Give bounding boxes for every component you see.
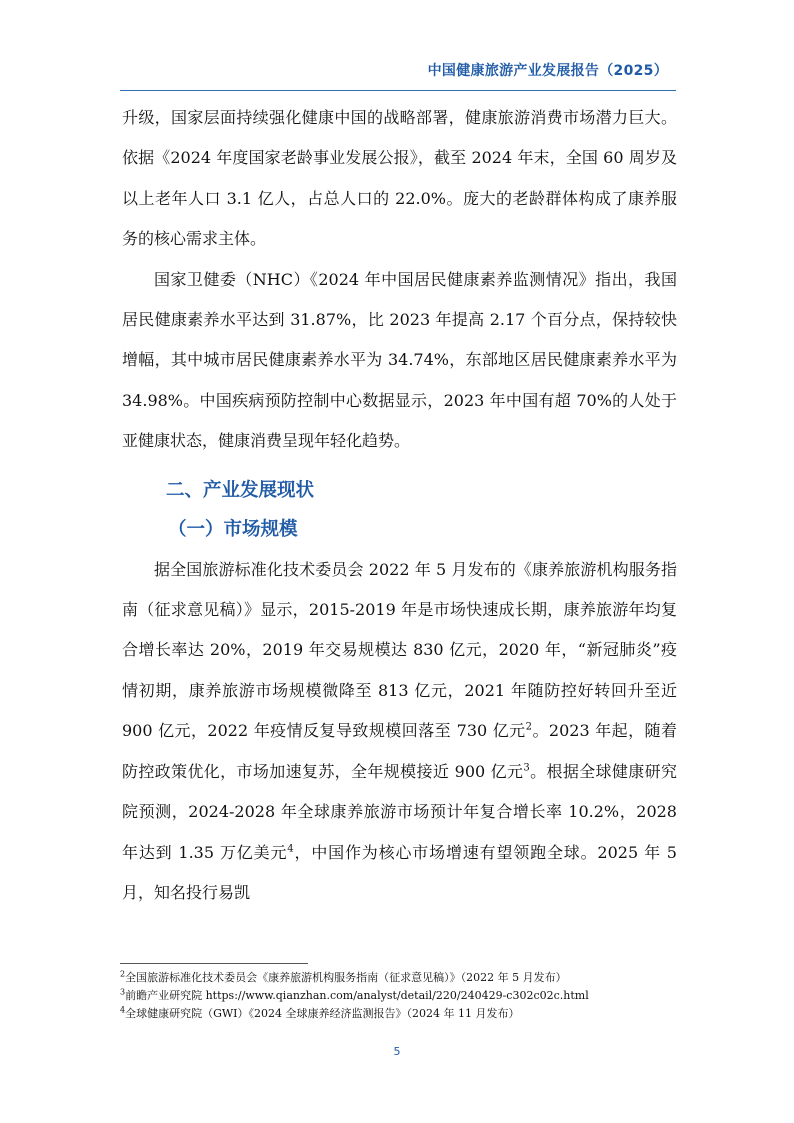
section-heading: 二、产业发展现状 bbox=[166, 479, 315, 501]
paragraph-aging-population: 升级，国家层面持续强化健康中国的战略部署，健康旅游消费市场潜力巨大。依据《2024 年度国家老龄事业发展公报》，截至 2024 年末，全国 60 周岁及以上老年人口 3.1 亿人，占总人口的 22.0%。庞大的老龄群体构成了康养服务的核心需求主体。 bbox=[122, 108, 677, 249]
footnote-text: 全球健康研究院（GWI）《2024 全球康养经济监测报告》（2024 年 11 月发布） bbox=[125, 1007, 520, 1020]
footnote-text[interactable]: 前瞻产业研究院 https://www.qianzhan.com/analyst/detail/220/240429-c302c02c.html bbox=[125, 989, 589, 1002]
footnote-number: 3 bbox=[120, 987, 126, 997]
footnote-item bbox=[120, 1005, 690, 1023]
footnote-ref-2[interactable]: 2 bbox=[525, 721, 533, 733]
market-size-text-b: 。2023 年起，随着防控政策优化，市场加速复苏，全年规模接近 900 亿元 bbox=[122, 721, 677, 781]
footnote-number: 4 bbox=[120, 1005, 126, 1015]
footnote-divider bbox=[120, 963, 308, 964]
page-number: 5 bbox=[393, 1045, 401, 1058]
paragraph-market-size bbox=[122, 550, 677, 914]
footnote-item bbox=[120, 969, 690, 987]
footnote-item bbox=[120, 987, 690, 1005]
footnote-text: 全国旅游标准化技术委员会《康养旅游机构服务指南（征求意见稿）》（2022 年 5 月发布） bbox=[125, 971, 567, 984]
market-size-text-d: ，中国作为核心市场增速有望领跑全球。2025 年 5 月，知名投行易凯 bbox=[122, 842, 677, 902]
paragraph-health-literacy: 国家卫健委（NHC）《2024 年中国居民健康素养监测情况》指出，我国居民健康素养水平达到 31.87%，比 2023 年提高 2.17 个百分点，保持较快增幅，其中城市居民健康素养水平为 34.74%，东部地区居民健康素养水平为 34.98%。中国疾病预防控制中心数据显示，2023 年中国有超 70%的人处于亚健康状态，健康消费呈现年轻化趋势。 bbox=[122, 269, 677, 451]
body-content bbox=[122, 98, 677, 913]
header-divider bbox=[120, 90, 676, 91]
footnote-ref-4[interactable]: 4 bbox=[287, 843, 294, 855]
market-size-text-a: 据全国旅游标准化技术委员会 2022 年 5 月发布的《康养旅游机构服务指南（征求意见稿）》显示，2015-2019 年是市场快速成长期，康养旅游年均复合增长率达 20%，2019 年交易规模达 830 亿元，2020 年，“新冠肺炎”疫情初期，康养旅游市场规模微降至 813 亿元，2021 年随防控好转回升至近 900 亿元，2022 年疫情反复导致规模回落至 730 亿元 bbox=[122, 559, 677, 741]
subsection-heading: （一）市场规模 bbox=[168, 518, 298, 540]
market-size-text-c: 。根据全球健康研究院预测，2024-2028 年全球康养旅游市场预计年复合增长率 10.2%，2028 年达到 1.35 万亿美元 bbox=[122, 761, 677, 862]
footnote-ref-3[interactable]: 3 bbox=[523, 762, 530, 774]
footnote-number: 2 bbox=[120, 969, 126, 979]
running-header-title: 中国健康旅游产业发展报告（2025） bbox=[427, 63, 668, 79]
footnotes bbox=[120, 969, 690, 1023]
